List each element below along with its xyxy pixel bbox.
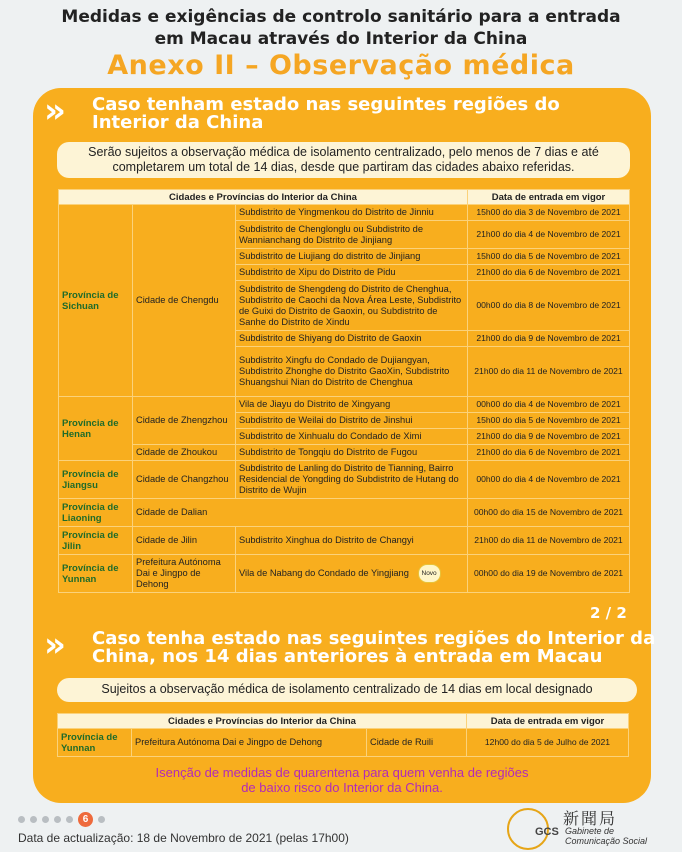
province-jiangsu: Província de Jiangsu <box>59 461 133 499</box>
page-dot[interactable] <box>54 816 61 823</box>
logo-pt-line2: Comunicação Social <box>565 836 648 846</box>
area-cell: Subdistrito de Xinhualu do Condado de Ximi <box>236 429 468 445</box>
area-cell: Subdistrito de Xipu do Distrito de Pidu <box>236 265 468 281</box>
title-line-1: Medidas e exigências de controlo sanitário para a entrada <box>61 7 621 27</box>
date-cell: 21h00 do dia 11 de Novembro de 2021 <box>468 527 630 555</box>
exemption-note <box>60 765 624 795</box>
date-cell: 15h00 do dia 3 de Novembro de 2021 <box>468 205 630 221</box>
table-row <box>59 499 630 527</box>
area-cell: Subdistrito Xingfu do Condado de Dujiangyan, Subdistrito Zhonghe do Distrito GaoXin, Subdistrito Shuangshui Nian do Distrito de Chenghua <box>236 347 468 397</box>
province-yunnan: Província de Yunnan <box>59 555 133 593</box>
page-subtitle: Anexo II – Observação médica <box>107 50 575 81</box>
col-header-regions: Cidades e Províncias do Interior da China <box>58 714 467 729</box>
page-title <box>0 6 682 50</box>
table-row <box>59 397 630 413</box>
page-dot[interactable] <box>42 816 49 823</box>
col-header-date: Data de entrada em vigor <box>467 714 629 729</box>
note-line2: completarem um total de 14 dias, desde que partiram das cidades abaixo referidas. <box>112 160 575 174</box>
province-jilin: Província de Jilin <box>59 527 133 555</box>
regions-table <box>58 189 630 593</box>
city-ruili: Cidade de Ruili <box>367 729 467 757</box>
regions-table-2 <box>57 713 629 757</box>
date-cell: 00h00 do dia 15 de Novembro de 2021 <box>468 499 630 527</box>
table-row <box>59 205 630 221</box>
page-dot[interactable] <box>18 816 25 823</box>
province-liaoning: Província de Liaoning <box>59 499 133 527</box>
logo-pt-line1: Gabinete de <box>565 826 615 836</box>
area-cell: Subdistrito de Liujiang do distrito de Jinjiang <box>236 249 468 265</box>
date-cell: 21h00 do dia 9 de Novembro de 2021 <box>468 429 630 445</box>
table-row <box>59 527 630 555</box>
date-cell: 12h00 do dia 5 de Julho de 2021 <box>467 729 629 757</box>
chevron-right-icon: » <box>44 625 56 665</box>
area-text: Vila de Nabang do Condado de Yingjiang <box>239 567 409 578</box>
section2-header <box>44 625 656 667</box>
city-zhoukou: Cidade de Zhoukou <box>133 445 236 461</box>
area-cell <box>236 555 468 593</box>
province-henan: Província de Henan <box>59 397 133 461</box>
pagination-dots <box>18 812 105 827</box>
page-dot-current[interactable]: 6 <box>78 812 93 827</box>
date-cell: 15h00 do dia 5 de Novembro de 2021 <box>468 249 630 265</box>
section1-title-line1: Caso tenham estado nas seguintes regiões do <box>92 94 560 115</box>
table-row <box>59 461 630 499</box>
logo-chinese: 新聞局 <box>563 809 618 828</box>
section2-title-line2: China, nos 14 dias anteriores à entrada em Macau <box>92 646 603 667</box>
table-row <box>59 555 630 593</box>
area-cell: Subdistrito de Weilai do Distrito de Jinshui <box>236 413 468 429</box>
section1-note <box>57 142 630 178</box>
section2-title <box>92 630 655 666</box>
city-dehong: Prefeitura Autónoma Dai e Jingpo de Dehong <box>133 555 236 593</box>
date-cell: 21h00 do dia 6 de Novembro de 2021 <box>468 265 630 281</box>
col-header-date: Data de entrada em vigor <box>468 190 630 205</box>
page-dot[interactable] <box>98 816 105 823</box>
date-cell: 00h00 do dia 19 de Novembro de 2021 <box>468 555 630 593</box>
section1-title-line2: Interior da China <box>92 112 264 133</box>
area-cell: Subdistrito Xinghua do Distrito de Changyi <box>236 527 468 555</box>
city-zhengzhou: Cidade de Zhengzhou <box>133 397 236 445</box>
area-cell: Subdistrito de Yingmenkou do Distrito de Jinniu <box>236 205 468 221</box>
note-line1: Serão sujeitos a observação médica de isolamento centralizado, pelo menos de 7 dias e até <box>88 145 599 159</box>
province-sichuan: Província de Sichuan <box>59 205 133 397</box>
date-cell: 00h00 do dia 4 de Novembro de 2021 <box>468 397 630 413</box>
title-line-2: em Macau através do Interior da China <box>154 29 528 49</box>
area-cell: Vila de Jiayu do Distrito de Xingyang <box>236 397 468 413</box>
date-cell: 21h00 do dia 6 de Novembro de 2021 <box>468 445 630 461</box>
update-date: Data de actualização: 18 de Novembro de 2021 (pelas 17h00) <box>18 831 349 845</box>
city-chengdu: Cidade de Chengdu <box>133 205 236 397</box>
city-dalian: Cidade de Dalian <box>133 499 468 527</box>
exemption-line1: Isenção de medidas de quarentena para quem venha de regiões <box>155 765 529 780</box>
page-dot[interactable] <box>66 816 73 823</box>
area-cell: Subdistrito de Lanling do Distrito de Tianning, Bairro Residencial de Yongding do Subdistrito de Hutang do Distrito de Wujin <box>236 461 468 499</box>
date-cell: 00h00 do dia 8 de Novembro de 2021 <box>468 281 630 331</box>
area-cell: Subdistrito de Shengdeng do Distrito de Chenghua, Subdistrito de Caochi da Nova Área Leste, Subdistrito de Guixi do Distrito de Gaoxin, ou Subdistrito de Sanhe do Distrito de Xindu <box>236 281 468 331</box>
date-cell: 21h00 do dia 11 de Novembro de 2021 <box>468 347 630 397</box>
chevron-right-icon: » <box>44 91 56 131</box>
area-cell: Subdistrito de Shiyang do Distrito de Gaoxin <box>236 331 468 347</box>
page-dot[interactable] <box>30 816 37 823</box>
col-header-regions: Cidades e Províncias do Interior da China <box>59 190 468 205</box>
area-cell: Subdistrito de Chenglonglu ou Subdistrito de Wannianchang do Distrito de Jinjiang <box>236 221 468 249</box>
logo-abbr: GCS <box>535 826 559 838</box>
area-cell: Subdistrito de Tongqiu do Distrito de Fugou <box>236 445 468 461</box>
section2-title-line1: Caso tenha estado nas seguintes regiões do Interior da <box>92 628 656 649</box>
novo-badge: Novo <box>418 564 441 583</box>
date-cell: 21h00 do dia 4 de Novembro de 2021 <box>468 221 630 249</box>
date-cell: 00h00 do dia 4 de Novembro de 2021 <box>468 461 630 499</box>
city-jilin: Cidade de Jilin <box>133 527 236 555</box>
exemption-line2: de baixo risco do Interior da China. <box>241 780 443 795</box>
table-row <box>58 729 629 757</box>
section2-note: Sujeitos a observação médica de isolamento centralizado de 14 dias em local designado <box>57 678 637 702</box>
gcs-logo <box>507 806 677 850</box>
logo-portuguese <box>565 826 647 846</box>
prefecture-dehong: Prefeitura Autónoma Dai e Jingpo de Dehong <box>132 729 367 757</box>
section1-header <box>44 91 560 133</box>
section1-title <box>92 96 560 132</box>
page-indicator: 2 / 2 <box>590 604 627 622</box>
date-cell: 15h00 do dia 5 de Novembro de 2021 <box>468 413 630 429</box>
date-cell: 21h00 do dia 9 de Novembro de 2021 <box>468 331 630 347</box>
table-row <box>59 445 630 461</box>
city-changzhou: Cidade de Changzhou <box>133 461 236 499</box>
province-yunnan: Província de Yunnan <box>58 729 132 757</box>
